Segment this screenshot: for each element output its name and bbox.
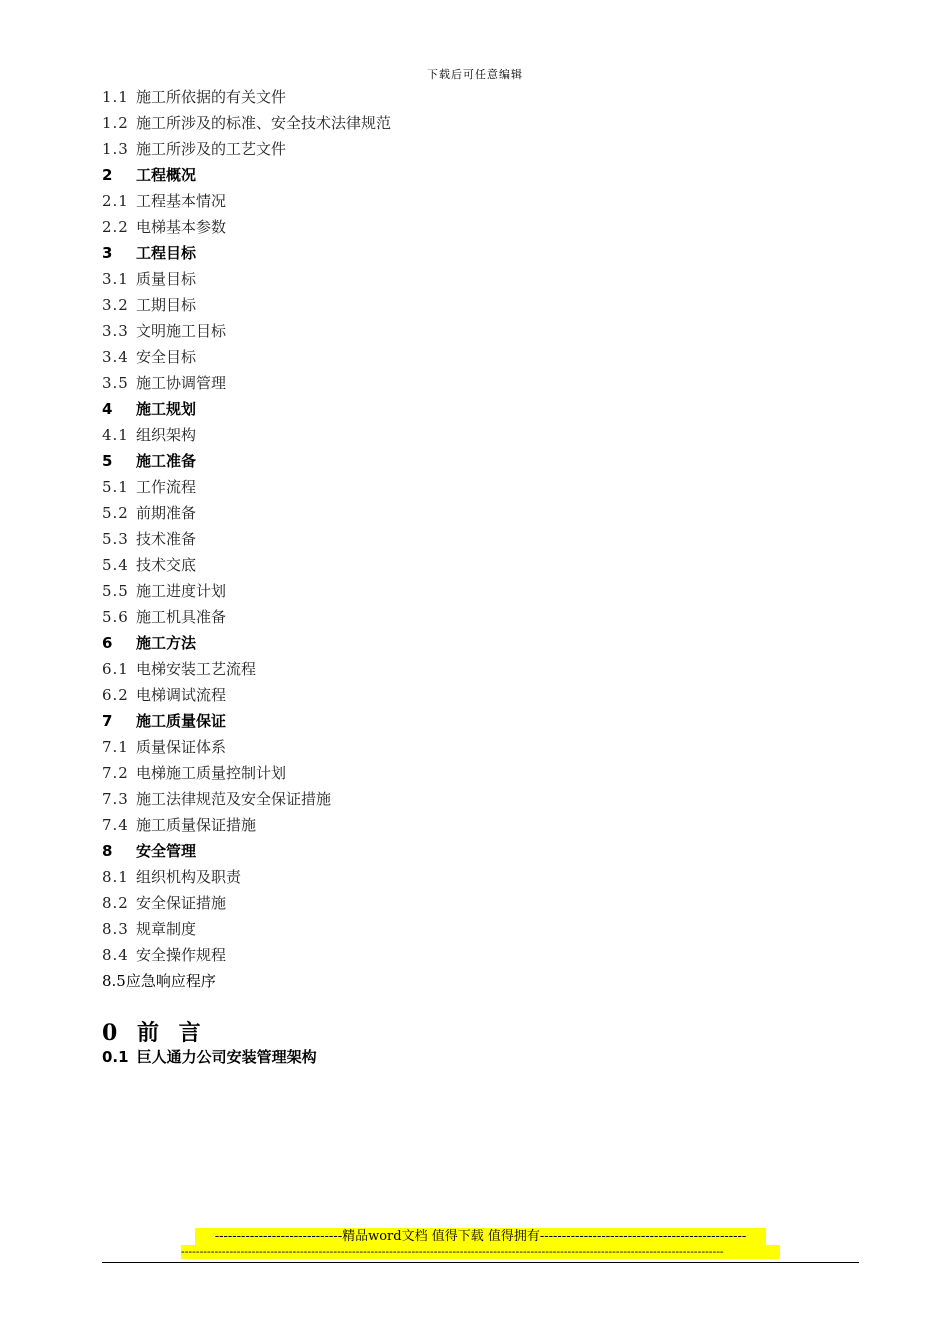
toc-entry — [102, 188, 802, 214]
toc-entry — [102, 734, 802, 760]
toc-entry-number: 8.4 — [102, 946, 129, 964]
toc-entry — [102, 344, 802, 370]
toc-entry — [102, 240, 802, 266]
toc-entry-number: 4.1 — [102, 426, 129, 444]
toc-entry-title: 施工法律规范及安全保证措施 — [136, 790, 332, 808]
toc-entry-title: 质量目标 — [136, 270, 197, 288]
toc-entry — [102, 136, 802, 162]
toc-entry-number: 3.4 — [102, 348, 129, 366]
toc-entry-number: 5.4 — [102, 556, 129, 574]
toc-entry — [102, 396, 802, 422]
toc-entry-number: 5.3 — [102, 530, 129, 548]
toc-entry — [102, 916, 802, 942]
toc-entry-title: 技术准备 — [136, 530, 197, 548]
toc-entry — [102, 448, 802, 474]
toc-entry-title: 施工准备 — [136, 452, 197, 470]
toc-entry-number: 5.1 — [102, 478, 129, 496]
toc-entry — [102, 214, 802, 240]
toc-entry-number: 1.2 — [102, 114, 129, 132]
toc-entry-title: 施工质量保证措施 — [136, 816, 257, 834]
toc-entry-title: 文明施工目标 — [136, 322, 227, 340]
toc-entry-title: 工期目标 — [136, 296, 197, 314]
toc-entry — [102, 786, 802, 812]
toc-entry-number: 7.4 — [102, 816, 129, 834]
footer-banner: -----------------------------精品word文档 值得下载 值得拥有----------------------------------------------- — [195, 1228, 766, 1245]
toc-entry-title: 电梯安装工艺流程 — [136, 660, 257, 678]
toc-entry-title: 组织架构 — [136, 426, 197, 444]
toc-entry-number: 2 — [102, 166, 113, 184]
toc-entry — [102, 162, 802, 188]
toc-entry — [102, 292, 802, 318]
toc-entry-number: 3.2 — [102, 296, 129, 314]
toc-entry-number: 1.3 — [102, 140, 129, 158]
toc-entry-title: 前期准备 — [136, 504, 197, 522]
toc-entry-title: 施工所涉及的标准、安全技术法律规范 — [136, 114, 392, 132]
toc-entry — [102, 682, 802, 708]
toc-entry-number: 1.1 — [102, 88, 129, 106]
toc-entry — [102, 578, 802, 604]
toc-entry-title: 施工机具准备 — [136, 608, 227, 626]
toc-entry-number: 8.1 — [102, 868, 129, 886]
table-of-contents — [102, 84, 802, 994]
toc-entry — [102, 656, 802, 682]
toc-entry-title: 工程概况 — [136, 166, 197, 184]
toc-entry-title: 应急响应程序 — [125, 972, 216, 990]
toc-entry — [102, 266, 802, 292]
toc-entry-number: 7.3 — [102, 790, 129, 808]
toc-entry-number: 5.5 — [102, 582, 129, 600]
section-heading — [102, 1046, 317, 1067]
toc-entry — [102, 838, 802, 864]
toc-entry-number: 7.1 — [102, 738, 129, 756]
toc-entry — [102, 110, 802, 136]
toc-entry-number: 8.5 — [102, 972, 126, 990]
toc-entry — [102, 604, 802, 630]
toc-entry — [102, 370, 802, 396]
toc-entry — [102, 864, 802, 890]
toc-entry — [102, 890, 802, 916]
toc-entry — [102, 630, 802, 656]
section-number: 0.1 — [102, 1048, 129, 1066]
toc-entry-title: 施工所涉及的工艺文件 — [136, 140, 287, 158]
toc-entry-title: 工程基本情况 — [136, 192, 227, 210]
page-header: 下载后可任意编辑 — [427, 68, 523, 81]
preface-heading: 0 前 言 — [102, 1020, 207, 1046]
toc-entry-title: 技术交底 — [136, 556, 197, 574]
toc-entry-title: 安全管理 — [136, 842, 197, 860]
footer-dashes: -------------------------------------------------------------------------------------------------------------------------------------------------- — [181, 1245, 780, 1259]
toc-entry — [102, 500, 802, 526]
toc-entry-title: 施工进度计划 — [136, 582, 227, 600]
toc-entry-title: 规章制度 — [136, 920, 197, 938]
toc-entry-number: 2.1 — [102, 192, 129, 210]
toc-entry-number: 7.2 — [102, 764, 129, 782]
toc-entry-number: 3 — [102, 244, 113, 262]
toc-entry-title: 电梯调试流程 — [136, 686, 227, 704]
toc-entry-number: 6.2 — [102, 686, 129, 704]
toc-entry — [102, 474, 802, 500]
toc-entry-number: 8.3 — [102, 920, 129, 938]
toc-entry-title: 工作流程 — [136, 478, 197, 496]
toc-entry-number: 3.5 — [102, 374, 129, 392]
toc-entry-number: 8 — [102, 842, 113, 860]
toc-entry — [102, 318, 802, 344]
toc-entry — [102, 942, 802, 968]
toc-entry-title: 安全保证措施 — [136, 894, 227, 912]
toc-entry-title: 施工规划 — [136, 400, 197, 418]
toc-entry-number: 2.2 — [102, 218, 129, 236]
toc-entry-title: 质量保证体系 — [136, 738, 227, 756]
toc-entry-title: 施工所依据的有关文件 — [136, 88, 287, 106]
toc-entry-number: 5.6 — [102, 608, 129, 626]
toc-entry-title: 施工方法 — [136, 634, 197, 652]
toc-entry-title: 电梯基本参数 — [136, 218, 227, 236]
toc-entry — [102, 708, 802, 734]
toc-entry-title: 电梯施工质量控制计划 — [136, 764, 287, 782]
toc-entry-title: 安全操作规程 — [136, 946, 227, 964]
toc-entry-title: 工程目标 — [136, 244, 197, 262]
toc-entry-number: 5 — [102, 452, 113, 470]
toc-entry-number: 6 — [102, 634, 113, 652]
toc-entry-title: 施工质量保证 — [136, 712, 227, 730]
footer-rule — [102, 1262, 859, 1263]
toc-entry-title: 安全目标 — [136, 348, 197, 366]
toc-entry-number: 5.2 — [102, 504, 129, 522]
toc-entry — [102, 552, 802, 578]
toc-entry-number: 3.3 — [102, 322, 129, 340]
toc-entry-title: 施工协调管理 — [136, 374, 227, 392]
section-title: 巨人通力公司安装管理架构 — [136, 1048, 317, 1066]
toc-entry — [102, 760, 802, 786]
toc-entry — [102, 526, 802, 552]
toc-entry-number: 3.1 — [102, 270, 129, 288]
toc-entry-number: 6.1 — [102, 660, 129, 678]
toc-entry — [102, 968, 802, 994]
toc-entry-number: 8.2 — [102, 894, 129, 912]
toc-entry-number: 4 — [102, 400, 113, 418]
toc-entry-title: 组织机构及职责 — [136, 868, 242, 886]
toc-entry — [102, 422, 802, 448]
toc-entry — [102, 812, 802, 838]
toc-entry-number: 7 — [102, 712, 113, 730]
toc-entry — [102, 84, 802, 110]
